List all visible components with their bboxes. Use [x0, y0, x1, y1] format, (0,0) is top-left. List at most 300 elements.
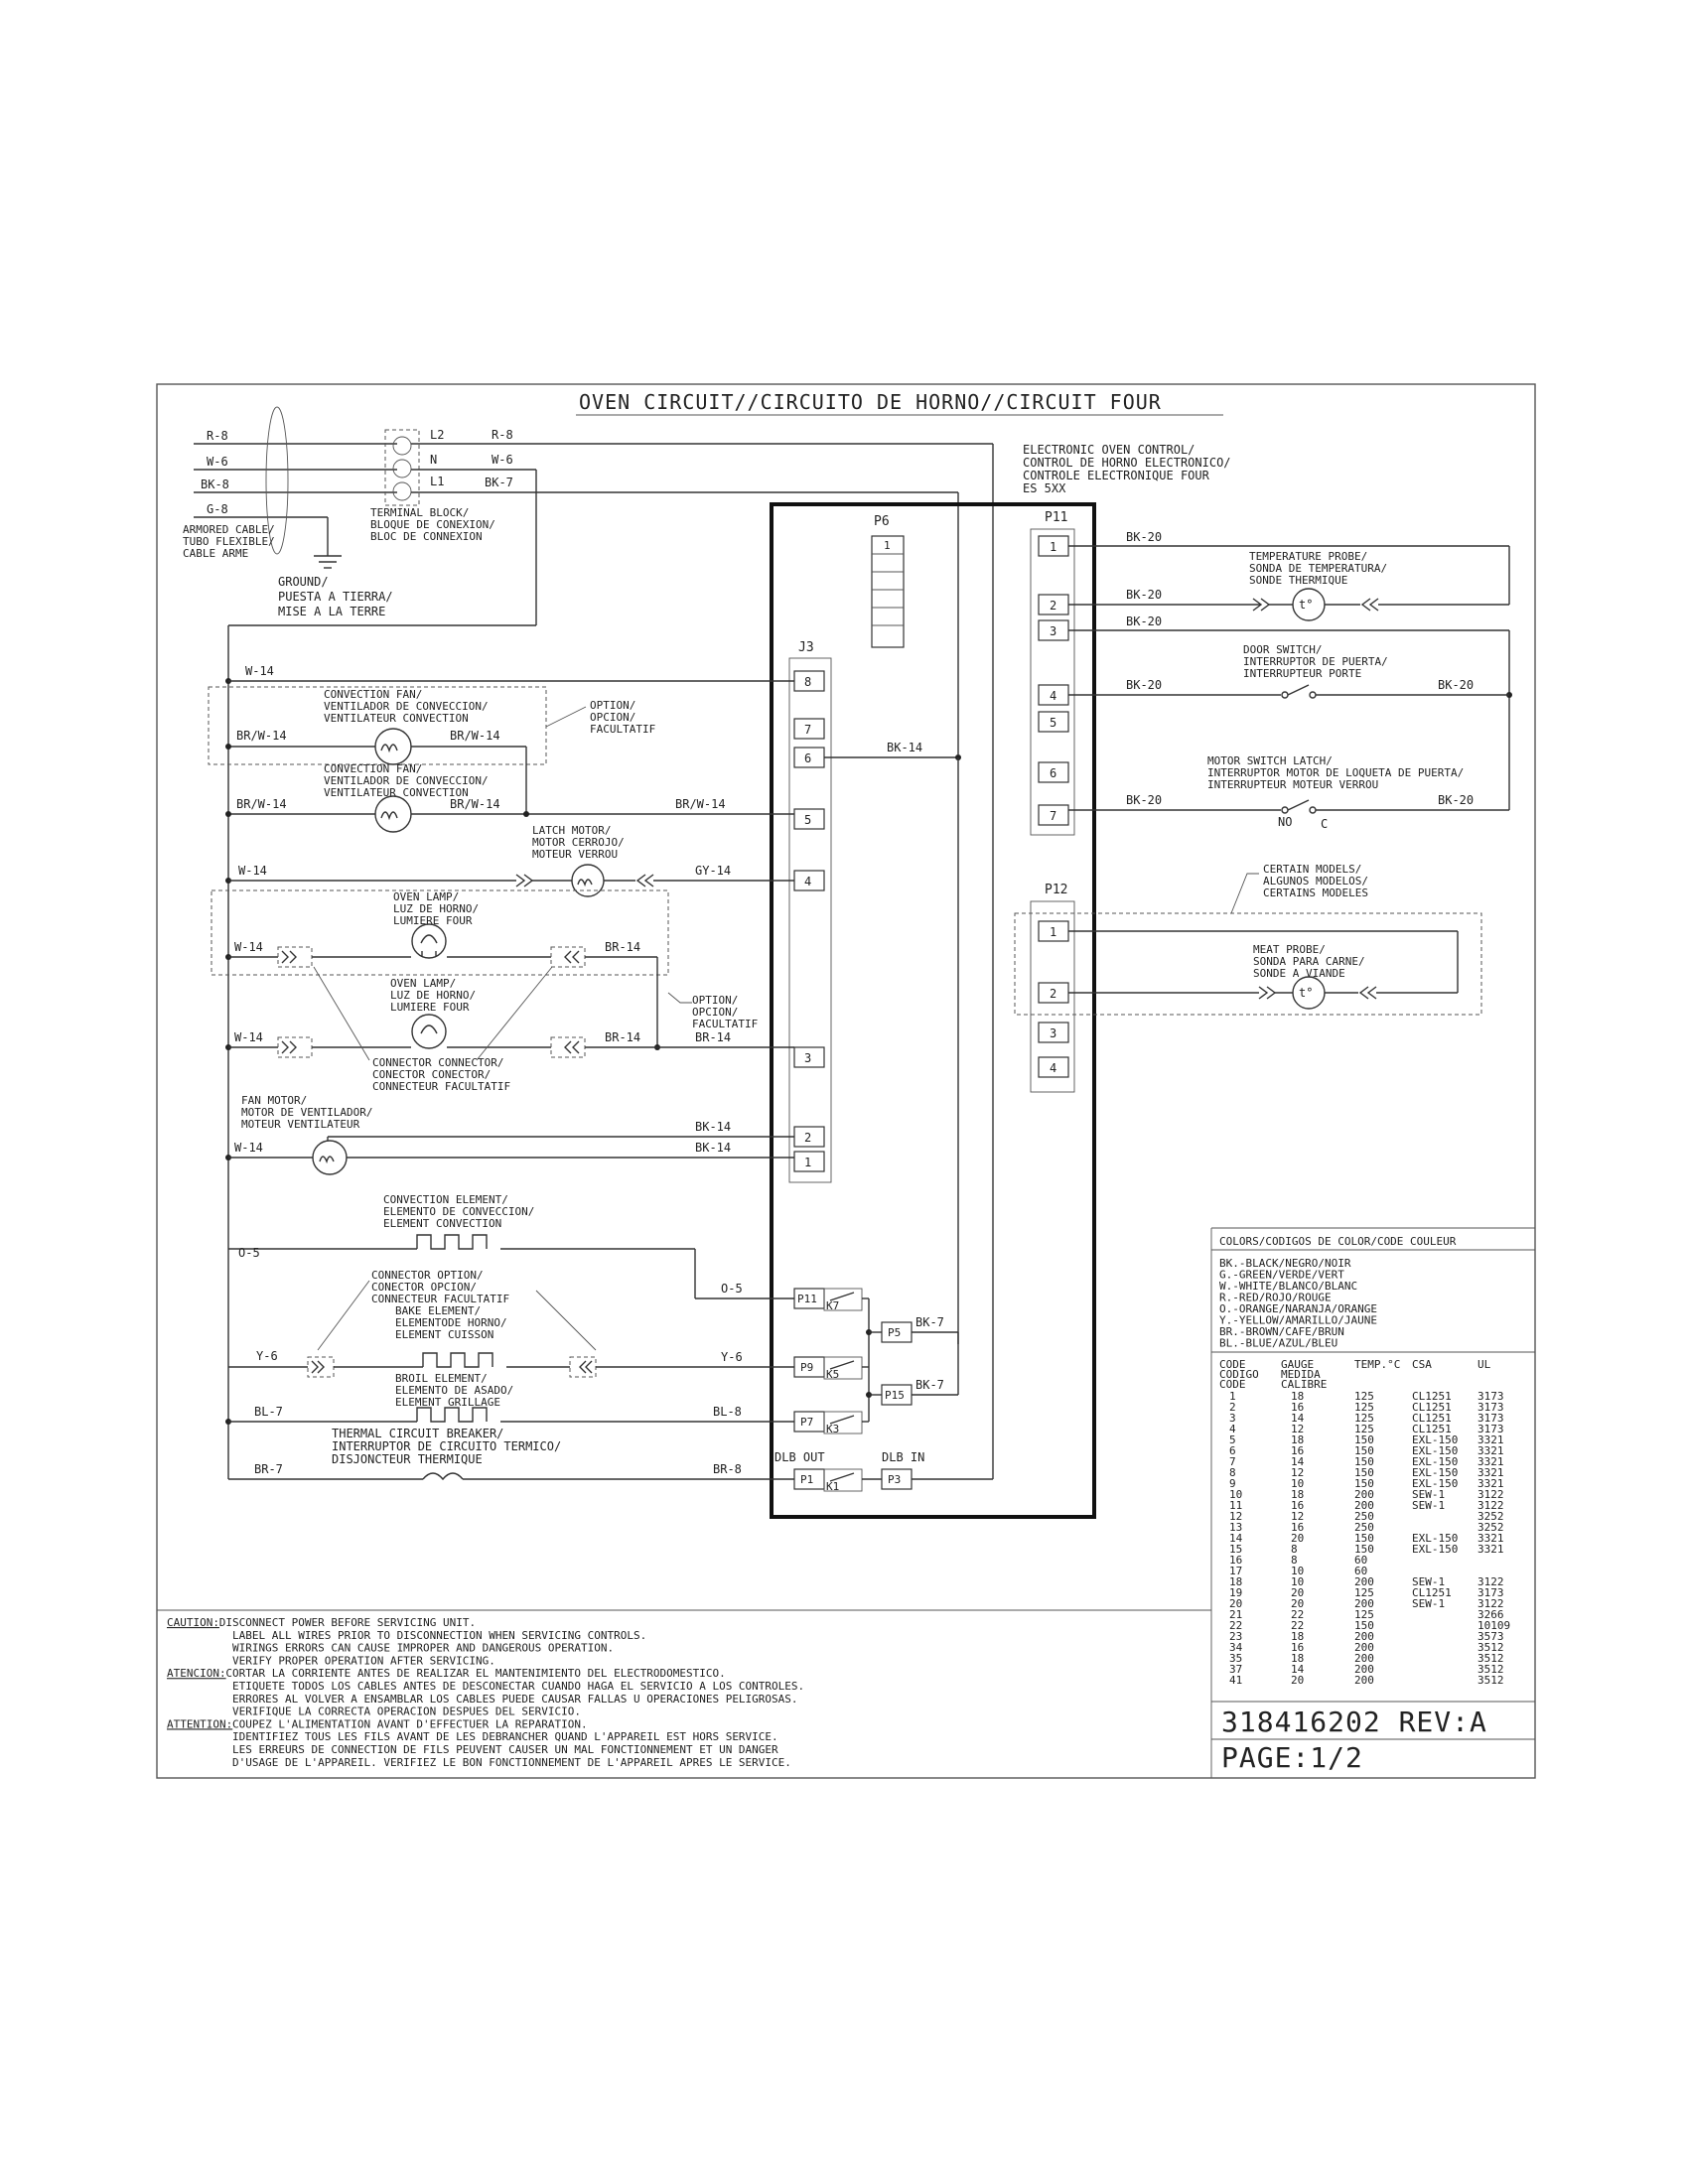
caution-notes [167, 1616, 804, 1769]
gauge-table-cell: 14 [1291, 1663, 1305, 1676]
svg-text:CONVECTION FAN/: CONVECTION FAN/ [324, 688, 423, 701]
svg-text:CONTROLE ELECTRONIQUE FOUR: CONTROLE ELECTRONIQUE FOUR [1023, 469, 1209, 482]
gauge-table-cell: 3173 [1477, 1586, 1504, 1599]
svg-text:Y-6: Y-6 [256, 1349, 278, 1363]
svg-text:t°: t° [1299, 598, 1314, 612]
svg-text:INTERRUPTEUR PORTE: INTERRUPTEUR PORTE [1243, 667, 1362, 680]
svg-text:LUMIERE FOUR: LUMIERE FOUR [390, 1001, 470, 1014]
gauge-table-cell: CL1251 [1412, 1390, 1452, 1403]
gauge-table-cell: 3122 [1477, 1597, 1504, 1610]
svg-text:4: 4 [1050, 1061, 1057, 1075]
relay-section [774, 1289, 993, 1493]
gauge-table-cell: 200 [1354, 1652, 1374, 1665]
gauge-table-cell: 200 [1354, 1663, 1374, 1676]
svg-text:VENTILATEUR CONVECTION: VENTILATEUR CONVECTION [324, 786, 469, 799]
gauge-table-cell: 16 [1229, 1554, 1243, 1567]
svg-text:5: 5 [804, 813, 812, 827]
gauge-table [1219, 1358, 1510, 1687]
gauge-table-cell: 3512 [1477, 1641, 1504, 1654]
svg-text:ELEMENT GRILLAGE: ELEMENT GRILLAGE [395, 1396, 500, 1409]
caution-heading: ATTENTION: [167, 1717, 233, 1731]
color-code-item: BL.-BLUE/AZUL/BLEU [1219, 1336, 1338, 1350]
svg-text:CERTAINS MODELES: CERTAINS MODELES [1263, 887, 1368, 899]
gauge-table-cell: 20 [1229, 1597, 1243, 1610]
svg-text:W-6: W-6 [492, 453, 513, 467]
gauge-table-cell: 22 [1291, 1608, 1305, 1621]
svg-text:BK-14: BK-14 [695, 1120, 732, 1134]
gauge-table-cell: 3321 [1477, 1433, 1504, 1446]
gauge-table-header: CSA [1412, 1358, 1432, 1371]
gauge-table-header: GAUGE [1281, 1358, 1315, 1371]
svg-text:TEMPERATURE PROBE/: TEMPERATURE PROBE/ [1249, 550, 1368, 563]
gauge-table-cell: 150 [1354, 1619, 1374, 1632]
svg-text:MOTEUR VERROU: MOTEUR VERROU [532, 848, 619, 861]
svg-text:MOTOR CERROJO/: MOTOR CERROJO/ [532, 836, 625, 849]
gauge-table-cell: 200 [1354, 1575, 1374, 1588]
svg-text:ELECTRONIC OVEN CONTROL/: ELECTRONIC OVEN CONTROL/ [1023, 443, 1196, 457]
heating-elements [225, 1193, 794, 1479]
part-number: 318416202 REV:A [1221, 1706, 1487, 1738]
svg-text:BK-7: BK-7 [915, 1315, 944, 1329]
gauge-table-cell: 3122 [1477, 1499, 1504, 1512]
caution-line: VERIFIQUE LA CORRECTA OPERACION DESPUES DEL SERVICIO. [232, 1705, 581, 1718]
color-code-item: BK.-BLACK/NEGRO/NOIR [1219, 1257, 1351, 1270]
gauge-table-cell: 41 [1229, 1674, 1243, 1687]
gauge-table-cell: 16 [1291, 1401, 1305, 1414]
svg-text:SONDE THERMIQUE: SONDE THERMIQUE [1249, 574, 1348, 587]
svg-text:THERMAL CIRCUIT BREAKER/: THERMAL CIRCUIT BREAKER/ [332, 1427, 504, 1440]
gauge-table-cell: 3173 [1477, 1423, 1504, 1435]
gauge-table-cell: 9 [1229, 1477, 1236, 1490]
gauge-table-cell: 5 [1229, 1433, 1236, 1446]
gauge-table-cell: EXL-150 [1412, 1466, 1459, 1479]
latch-motor-icon [572, 865, 604, 896]
gauge-table-cell: 18 [1291, 1630, 1305, 1643]
gauge-table-cell: 3573 [1477, 1630, 1504, 1643]
color-code-item: G.-GREEN/VERDE/VERT [1219, 1268, 1344, 1282]
gauge-table-cell: 150 [1354, 1444, 1374, 1457]
gauge-table-cell: 125 [1354, 1608, 1374, 1621]
gauge-table-cell: 3321 [1477, 1543, 1504, 1556]
svg-text:BR/W-14: BR/W-14 [450, 729, 500, 743]
gauge-table-cell: 18 [1291, 1652, 1305, 1665]
svg-text:W-14: W-14 [234, 940, 263, 954]
gauge-table-cell: 3321 [1477, 1444, 1504, 1457]
svg-text:BR-8: BR-8 [713, 1462, 742, 1476]
svg-text:P5: P5 [888, 1326, 902, 1339]
svg-text:R-8: R-8 [492, 428, 513, 442]
gauge-table-cell: 10109 [1477, 1619, 1511, 1632]
svg-text:C: C [1321, 817, 1329, 831]
svg-text:TERMINAL BLOCK/: TERMINAL BLOCK/ [370, 506, 470, 519]
gauge-table-cell: 150 [1354, 1466, 1374, 1479]
svg-text:CONTROL DE HORNO ELECTRONICO/: CONTROL DE HORNO ELECTRONICO/ [1023, 456, 1231, 470]
gauge-table-cell: 37 [1229, 1663, 1243, 1676]
svg-text:BR/W-14: BR/W-14 [450, 797, 500, 811]
gauge-table-header: CODE [1219, 1358, 1246, 1371]
svg-text:LUMIERE FOUR: LUMIERE FOUR [393, 914, 473, 927]
svg-text:P11: P11 [797, 1293, 817, 1305]
svg-text:1: 1 [884, 539, 891, 552]
caution-line: D'USAGE DE L'APPAREIL. VERIFIEZ LE BON FONCTIONNEMENT DE L'APPAREIL APRES LE SERVICE. [232, 1755, 791, 1769]
gauge-table-cell: 3173 [1477, 1401, 1504, 1414]
svg-text:CONECTOR OPCION/: CONECTOR OPCION/ [371, 1281, 477, 1294]
svg-text:INTERRUPTOR MOTOR DE LOQUETA D: INTERRUPTOR MOTOR DE LOQUETA DE PUERTA/ [1207, 766, 1465, 779]
svg-text:BK-7: BK-7 [485, 476, 513, 489]
gauge-table-cell: 125 [1354, 1586, 1374, 1599]
svg-text:P12: P12 [1045, 883, 1068, 897]
gauge-table-cell: 2 [1229, 1401, 1236, 1414]
color-codes-header: COLORS/CODIGOS DE COLOR/CODE COULEUR [1219, 1235, 1457, 1248]
svg-text:CONECTOR CONECTOR/: CONECTOR CONECTOR/ [372, 1068, 492, 1081]
diagram-title: OVEN CIRCUIT//CIRCUITO DE HORNO//CIRCUIT FOUR [579, 390, 1162, 414]
svg-text:SONDA PARA CARNE/: SONDA PARA CARNE/ [1253, 955, 1365, 968]
gauge-table-cell: 18 [1291, 1433, 1305, 1446]
svg-text:t°: t° [1299, 986, 1314, 1000]
gauge-table-cell: 23 [1229, 1630, 1243, 1643]
gauge-table-cell: 3512 [1477, 1674, 1504, 1687]
svg-text:BR-14: BR-14 [605, 940, 641, 954]
gauge-table-cell: 8 [1229, 1466, 1236, 1479]
gauge-table-cell: 22 [1229, 1619, 1243, 1632]
color-code-item: Y.-YELLOW/AMARILLO/JAUNE [1219, 1313, 1377, 1327]
gauge-table-cell: 200 [1354, 1597, 1374, 1610]
gauge-table-cell: 125 [1354, 1412, 1374, 1425]
svg-text:P7: P7 [800, 1416, 814, 1429]
connector-j3 [789, 640, 831, 1182]
gauge-table-cell: 200 [1354, 1630, 1374, 1643]
svg-text:1: 1 [1050, 540, 1057, 554]
gauge-table-cell: 3321 [1477, 1532, 1504, 1545]
svg-text:VENTILADOR DE CONVECCION/: VENTILADOR DE CONVECCION/ [324, 700, 489, 713]
gauge-table-cell: 200 [1354, 1674, 1374, 1687]
gauge-table-cell: EXL-150 [1412, 1444, 1459, 1457]
gauge-table-cell: 14 [1291, 1455, 1305, 1468]
svg-text:BR-14: BR-14 [695, 1030, 732, 1044]
gauge-table-cell: 200 [1354, 1641, 1374, 1654]
svg-text:O-5: O-5 [721, 1282, 743, 1296]
svg-text:CONVECTION ELEMENT/: CONVECTION ELEMENT/ [383, 1193, 508, 1206]
gauge-table-cell: 60 [1354, 1554, 1368, 1567]
svg-text:BK-20: BK-20 [1438, 678, 1475, 692]
svg-text:OVEN LAMP/: OVEN LAMP/ [390, 977, 457, 990]
svg-text:SONDA DE TEMPERATURA/: SONDA DE TEMPERATURA/ [1249, 562, 1388, 575]
right-components [1015, 530, 1512, 1015]
svg-text:BROIL ELEMENT/: BROIL ELEMENT/ [395, 1372, 488, 1385]
svg-text:P3: P3 [888, 1473, 902, 1486]
svg-text:G-8: G-8 [207, 502, 228, 516]
svg-text:BK-8: BK-8 [201, 478, 229, 491]
svg-text:NO: NO [1278, 815, 1293, 829]
svg-text:3: 3 [804, 1051, 812, 1065]
gauge-table-cell: 16 [1291, 1641, 1305, 1654]
svg-text:R-8: R-8 [207, 429, 228, 443]
gauge-table-cell: 200 [1354, 1499, 1374, 1512]
gauge-table-cell: CL1251 [1412, 1412, 1452, 1425]
svg-text:P6: P6 [874, 514, 890, 529]
svg-text:2: 2 [1050, 987, 1057, 1001]
gauge-table-header: UL [1477, 1358, 1491, 1371]
gauge-table-cell: 125 [1354, 1390, 1374, 1403]
svg-text:INTERRUPTEUR MOTEUR VERROU: INTERRUPTEUR MOTEUR VERROU [1207, 778, 1379, 791]
svg-text:BK-7: BK-7 [915, 1378, 944, 1392]
gauge-table-cell: 8 [1291, 1554, 1298, 1567]
gauge-table-cell: 150 [1354, 1433, 1374, 1446]
svg-text:K3: K3 [826, 1423, 840, 1435]
svg-text:ALGUNOS MODELOS/: ALGUNOS MODELOS/ [1263, 875, 1368, 887]
svg-text:P11: P11 [1045, 510, 1068, 525]
gauge-table-header: MEDIDA [1281, 1368, 1321, 1381]
gauge-table-cell: 3321 [1477, 1466, 1504, 1479]
gauge-table-cell: EXL-150 [1412, 1433, 1459, 1446]
svg-text:2: 2 [804, 1131, 812, 1145]
svg-text:INTERRUPTOR DE CIRCUITO TERMIC: INTERRUPTOR DE CIRCUITO TERMICO/ [332, 1439, 562, 1453]
gauge-table-cell: 125 [1354, 1423, 1374, 1435]
svg-text:DISJONCTEUR THERMIQUE: DISJONCTEUR THERMIQUE [332, 1452, 483, 1466]
gauge-table-cell: 34 [1229, 1641, 1243, 1654]
caution-line: COUPEZ L'ALIMENTATION AVANT D'EFFECTUER LA REPARATION. [232, 1717, 588, 1731]
gauge-table-cell: 8 [1291, 1543, 1298, 1556]
svg-text:BLOQUE DE CONEXION/: BLOQUE DE CONEXION/ [370, 518, 495, 531]
connector-p11 [1031, 510, 1074, 835]
svg-text:BR-7: BR-7 [254, 1462, 283, 1476]
svg-text:1: 1 [1050, 925, 1057, 939]
gauge-table-cell: 60 [1354, 1565, 1368, 1577]
convection-fan-icon-2 [375, 796, 411, 832]
svg-text:CABLE ARME: CABLE ARME [183, 547, 249, 560]
gauge-table-cell: 16 [1291, 1499, 1305, 1512]
svg-text:OVEN LAMP/: OVEN LAMP/ [393, 890, 460, 903]
gauge-table-cell: SEW-1 [1412, 1597, 1446, 1610]
svg-text:BK-14: BK-14 [887, 741, 923, 754]
svg-text:BL-7: BL-7 [254, 1405, 283, 1419]
svg-text:CONNECTEUR FACULTATIF: CONNECTEUR FACULTATIF [372, 1080, 511, 1093]
caution-line: CORTAR LA CORRIENTE ANTES DE REALIZAR EL MANTENIMIENTO DEL ELECTRODOMESTICO. [225, 1667, 726, 1681]
svg-text:W-14: W-14 [238, 864, 267, 878]
gauge-table-cell: 10 [1291, 1575, 1305, 1588]
gauge-table-cell: EXL-150 [1412, 1543, 1459, 1556]
gauge-table-cell: 20 [1291, 1586, 1305, 1599]
svg-text:BLOC DE CONNEXION: BLOC DE CONNEXION [370, 530, 483, 543]
gauge-table-cell: 150 [1354, 1455, 1374, 1468]
caution-line: LES ERREURS DE CONNECTION DE FILS PEUVENT CAUSER UN MAL FONCTIONNEMENT ET UN DANGER [232, 1743, 778, 1756]
svg-text:CONNECTOR OPTION/: CONNECTOR OPTION/ [371, 1269, 484, 1282]
color-codes-list [1219, 1257, 1377, 1350]
svg-text:CONNECTEUR FACULTATIF: CONNECTEUR FACULTATIF [371, 1293, 510, 1305]
svg-text:O-5: O-5 [238, 1246, 260, 1260]
svg-text:DLB OUT: DLB OUT [774, 1450, 825, 1464]
svg-text:5: 5 [1050, 716, 1057, 730]
svg-text:ELEMENTODE HORNO/: ELEMENTODE HORNO/ [395, 1316, 507, 1329]
svg-text:BAKE ELEMENT/: BAKE ELEMENT/ [395, 1304, 482, 1317]
svg-text:BL-8: BL-8 [713, 1405, 742, 1419]
svg-text:W-14: W-14 [245, 664, 274, 678]
gauge-table-cell: 3122 [1477, 1575, 1504, 1588]
svg-text:ELEMENT CONVECTION: ELEMENT CONVECTION [383, 1217, 502, 1230]
svg-text:OPCION/: OPCION/ [692, 1006, 739, 1019]
gauge-table-cell: 200 [1354, 1488, 1374, 1501]
gauge-table-cell: SEW-1 [1412, 1488, 1446, 1501]
svg-text:6: 6 [1050, 766, 1057, 780]
gauge-table-cell: 3122 [1477, 1488, 1504, 1501]
svg-text:ARMORED CABLE/: ARMORED CABLE/ [183, 523, 275, 536]
svg-text:MOTEUR VENTILATEUR: MOTEUR VENTILATEUR [241, 1118, 360, 1131]
gauge-table-cell: 3512 [1477, 1652, 1504, 1665]
gauge-table-header: TEMP.°C [1354, 1358, 1401, 1371]
gauge-table-cell: 35 [1229, 1652, 1243, 1665]
svg-text:BK-20: BK-20 [1126, 793, 1163, 807]
svg-text:L1: L1 [430, 475, 445, 488]
svg-text:J3: J3 [798, 640, 814, 655]
svg-text:6: 6 [804, 751, 812, 765]
svg-text:3: 3 [1050, 1026, 1057, 1040]
svg-text:L2: L2 [430, 428, 445, 442]
gauge-table-cell: 12 [1229, 1510, 1243, 1523]
gauge-table-cell: 18 [1291, 1488, 1305, 1501]
gauge-table-cell: 19 [1229, 1586, 1243, 1599]
connector-p12 [1031, 883, 1074, 1092]
svg-text:LATCH MOTOR/: LATCH MOTOR/ [532, 824, 612, 837]
gauge-table-cell: CL1251 [1412, 1401, 1452, 1414]
svg-text:K1: K1 [826, 1480, 840, 1493]
gauge-table-cell: 3 [1229, 1412, 1236, 1425]
svg-text:BK-20: BK-20 [1126, 588, 1163, 602]
svg-text:P1: P1 [800, 1473, 814, 1486]
svg-text:3: 3 [1050, 624, 1057, 638]
gauge-table-cell: 3173 [1477, 1412, 1504, 1425]
gauge-table-cell: 14 [1291, 1412, 1305, 1425]
oven-lamp-icon [412, 924, 446, 958]
gauge-table-cell: 17 [1229, 1565, 1243, 1577]
gauge-table-cell: 18 [1291, 1390, 1305, 1403]
svg-text:OPTION/: OPTION/ [692, 994, 739, 1007]
caution-line: ERRORES AL VOLVER A ENSAMBLAR LOS CABLES PUEDE CAUSAR FALLAS U OPERACIONES PELIGROSAS. [232, 1692, 798, 1706]
gauge-table-cell: 15 [1229, 1543, 1243, 1556]
svg-text:BK-14: BK-14 [695, 1141, 732, 1155]
svg-text:W-14: W-14 [234, 1030, 263, 1044]
svg-text:FACULTATIF: FACULTATIF [590, 723, 656, 736]
svg-text:OPCION/: OPCION/ [590, 711, 636, 724]
gauge-table-cell: 14 [1229, 1532, 1243, 1545]
gauge-table-header: CODE [1219, 1378, 1246, 1391]
svg-text:W-14: W-14 [234, 1141, 263, 1155]
gauge-table-cell: 3321 [1477, 1455, 1504, 1468]
gauge-table-cell: EXL-150 [1412, 1532, 1459, 1545]
svg-text:CONVECTION FAN/: CONVECTION FAN/ [324, 762, 423, 775]
gauge-table-cell: 20 [1291, 1532, 1305, 1545]
convection-fan-icon [375, 729, 411, 764]
svg-text:BR/W-14: BR/W-14 [236, 797, 287, 811]
svg-text:7: 7 [1050, 809, 1057, 823]
svg-text:VENTILADOR DE CONVECCION/: VENTILADOR DE CONVECCION/ [324, 774, 489, 787]
svg-text:P15: P15 [885, 1389, 905, 1402]
svg-text:4: 4 [1050, 689, 1057, 703]
oven-lamp-icon-2 [412, 1015, 446, 1048]
svg-text:MOTOR DE VENTILADOR/: MOTOR DE VENTILADOR/ [241, 1106, 373, 1119]
caution-heading: ATENCION: [167, 1667, 226, 1681]
caution-line: ETIQUETE TODOS LOS CABLES ANTES DE DESCONECTAR CUANDO HAGA EL SERVICIO A LOS CONTROLES. [232, 1680, 805, 1693]
svg-text:LUZ DE HORNO/: LUZ DE HORNO/ [390, 989, 477, 1002]
color-code-item: BR.-BROWN/CAFE/BRUN [1219, 1325, 1344, 1338]
svg-text:BR/W-14: BR/W-14 [675, 797, 726, 811]
gauge-table-header: CODIGO [1219, 1368, 1259, 1381]
gauge-table-cell: 10 [1291, 1477, 1305, 1490]
gauge-table-cell: 7 [1229, 1455, 1236, 1468]
gauge-table-cell: 3252 [1477, 1521, 1504, 1534]
gauge-table-cell: SEW-1 [1412, 1575, 1446, 1588]
gauge-table-cell: 18 [1229, 1575, 1243, 1588]
gauge-table-cell: 16 [1291, 1444, 1305, 1457]
caution-line: VERIFY PROPER OPERATION AFTER SERVICING. [232, 1654, 495, 1668]
gauge-table-cell: 11 [1229, 1499, 1243, 1512]
gauge-table-cell: 20 [1291, 1674, 1305, 1687]
svg-text:LUZ DE HORNO/: LUZ DE HORNO/ [393, 902, 480, 915]
gauge-table-cell: 150 [1354, 1477, 1374, 1490]
svg-text:MOTOR SWITCH LATCH/: MOTOR SWITCH LATCH/ [1207, 754, 1333, 767]
svg-text:ELEMENTO DE ASADO/: ELEMENTO DE ASADO/ [395, 1384, 514, 1397]
svg-text:4: 4 [804, 875, 812, 888]
gauge-table-cell: 13 [1229, 1521, 1243, 1534]
gauge-table-cell: 20 [1291, 1597, 1305, 1610]
gauge-table-cell: 3266 [1477, 1608, 1504, 1621]
gauge-table-cell: 12 [1291, 1510, 1305, 1523]
gauge-table-cell: EXL-150 [1412, 1455, 1459, 1468]
caution-line: IDENTIFIEZ TOUS LES FILS AVANT DE LES DEBRANCHER QUAND L'APPAREIL EST HORS SERVICE. [232, 1730, 778, 1744]
svg-text:MISE A LA TERRE: MISE A LA TERRE [278, 605, 386, 618]
svg-text:TUBO FLEXIBLE/: TUBO FLEXIBLE/ [183, 535, 275, 548]
svg-text:OPTION/: OPTION/ [590, 699, 636, 712]
svg-text:BK-20: BK-20 [1126, 614, 1163, 628]
svg-text:7: 7 [804, 723, 812, 737]
gauge-table-cell: 6 [1229, 1444, 1236, 1457]
gauge-table-cell: 3252 [1477, 1510, 1504, 1523]
gauge-table-cell: 250 [1354, 1521, 1374, 1534]
page-number: PAGE:1/2 [1221, 1741, 1363, 1774]
color-code-item: O.-ORANGE/NARANJA/ORANGE [1219, 1302, 1377, 1315]
caution-line: DISCONNECT POWER BEFORE SERVICING UNIT. [218, 1616, 477, 1629]
svg-text:2: 2 [1050, 599, 1057, 613]
svg-text:P9: P9 [800, 1361, 814, 1374]
fan-motor-icon [313, 1141, 347, 1174]
gauge-table-cell: 125 [1354, 1401, 1374, 1414]
gauge-table-cell: 3321 [1477, 1477, 1504, 1490]
svg-text:FACULTATIF: FACULTATIF [692, 1018, 759, 1030]
svg-text:GY-14: GY-14 [695, 864, 732, 878]
svg-text:8: 8 [804, 675, 812, 689]
gauge-table-cell: 22 [1291, 1619, 1305, 1632]
svg-text:BK-20: BK-20 [1438, 793, 1475, 807]
svg-text:DLB IN: DLB IN [882, 1450, 925, 1464]
gauge-table-header: CALIBRE [1281, 1378, 1328, 1391]
gauge-table-cell: 21 [1229, 1608, 1243, 1621]
gauge-table-cell: 250 [1354, 1510, 1374, 1523]
gauge-table-cell: CL1251 [1412, 1586, 1452, 1599]
caution-line: LABEL ALL WIRES PRIOR TO DISCONNECTION WHEN SERVICING CONTROLS. [232, 1628, 647, 1642]
color-code-item: W.-WHITE/BLANCO/BLANC [1219, 1280, 1358, 1293]
gauge-table-cell: CL1251 [1412, 1423, 1452, 1435]
caution-line: WIRINGS ERRORS CAN CAUSE IMPROPER AND DANGEROUS OPERATION. [232, 1641, 615, 1655]
gauge-table-cell: 10 [1291, 1565, 1305, 1577]
svg-text:DOOR SWITCH/: DOOR SWITCH/ [1243, 643, 1323, 656]
gauge-table-cell: 12 [1291, 1466, 1305, 1479]
svg-text:CONNECTOR CONNECTOR/: CONNECTOR CONNECTOR/ [372, 1056, 504, 1069]
svg-text:VENTILATEUR CONVECTION: VENTILATEUR CONVECTION [324, 712, 469, 725]
svg-text:K5: K5 [826, 1368, 840, 1381]
gauge-table-cell: 150 [1354, 1543, 1374, 1556]
svg-text:SONDE A VIANDE: SONDE A VIANDE [1253, 967, 1345, 980]
thermal-breaker-icon [423, 1473, 463, 1479]
svg-text:GROUND/: GROUND/ [278, 575, 329, 589]
